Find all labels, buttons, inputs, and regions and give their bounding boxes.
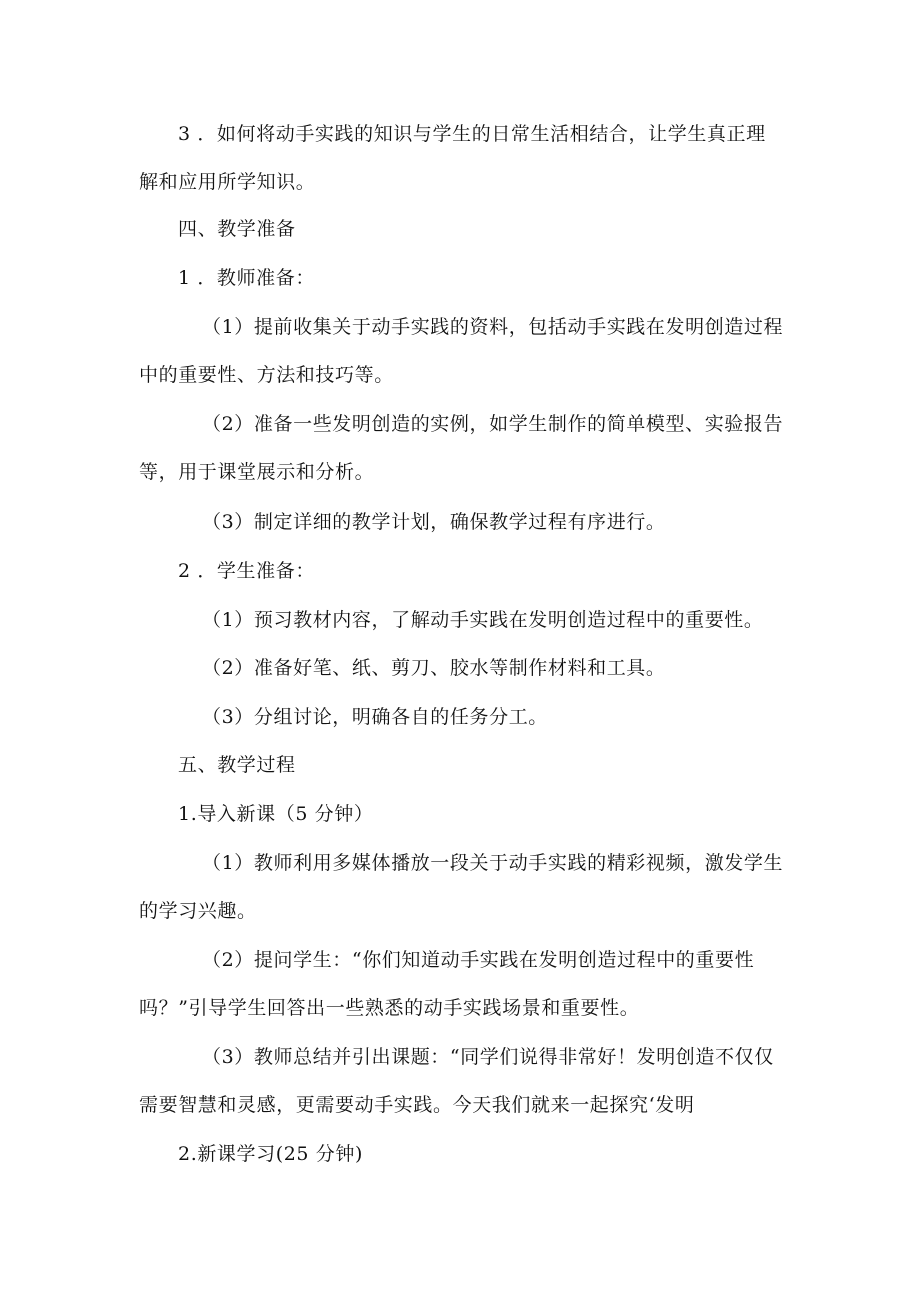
paragraph-line: 等，用于课堂展示和分析。 bbox=[139, 461, 375, 483]
paragraph-line: （2）准备一些发明创造的实例，如学生制作的简单模型、实验报告 bbox=[202, 413, 784, 435]
subsection-heading: 2 ．学生准备： bbox=[178, 560, 315, 582]
subsection-heading: 1 ．教师准备： bbox=[178, 267, 315, 289]
paragraph-line: （2）提问学生：“你们知道动手实践在发明创造过程中的重要性 bbox=[202, 949, 755, 971]
paragraph-line: （1）提前收集关于动手实践的资料，包括动手实践在发明创造过程 bbox=[202, 316, 784, 338]
paragraph-line: 吗？”引导学生回答出一些熟悉的动手实践场景和重要性。 bbox=[139, 997, 640, 1019]
paragraph-line: （1）教师利用多媒体播放一段关于动手实践的精彩视频，激发学生 bbox=[202, 852, 784, 874]
paragraph-line: 中的重要性、方法和技巧等。 bbox=[139, 364, 394, 386]
paragraph-line: （3）分组讨论，明确各自的任务分工。 bbox=[202, 706, 548, 728]
paragraph-line: 3 ．如何将动手实践的知识与学生的日常生活相结合，让学生真正理 bbox=[178, 123, 766, 145]
paragraph-line: 需要智慧和灵感，更需要动手实践。今天我们就来一起探究‘发明 bbox=[139, 1094, 695, 1116]
section-heading: 五、教学过程 bbox=[178, 754, 296, 776]
paragraph-line: （2）准备好笔、纸、剪刀、胶水等制作材料和工具。 bbox=[202, 657, 666, 679]
paragraph-line: （1）预习教材内容，了解动手实践在发明创造过程中的重要性。 bbox=[202, 609, 764, 631]
paragraph-line: 的学习兴趣。 bbox=[139, 900, 257, 922]
subsection-heading: 1.导入新课（5 分钟） bbox=[178, 803, 374, 825]
paragraph-line: 解和应用所学知识。 bbox=[139, 171, 316, 193]
paragraph-line: （3）教师总结并引出课题：“同学们说得非常好！发明创造不仅仅 bbox=[202, 1046, 774, 1068]
subsection-heading: 2.新课学习(25 分钟) bbox=[178, 1143, 363, 1165]
paragraph-line: （3）制定详细的教学计划，确保教学过程有序进行。 bbox=[202, 511, 666, 533]
section-heading: 四、教学准备 bbox=[178, 218, 296, 240]
